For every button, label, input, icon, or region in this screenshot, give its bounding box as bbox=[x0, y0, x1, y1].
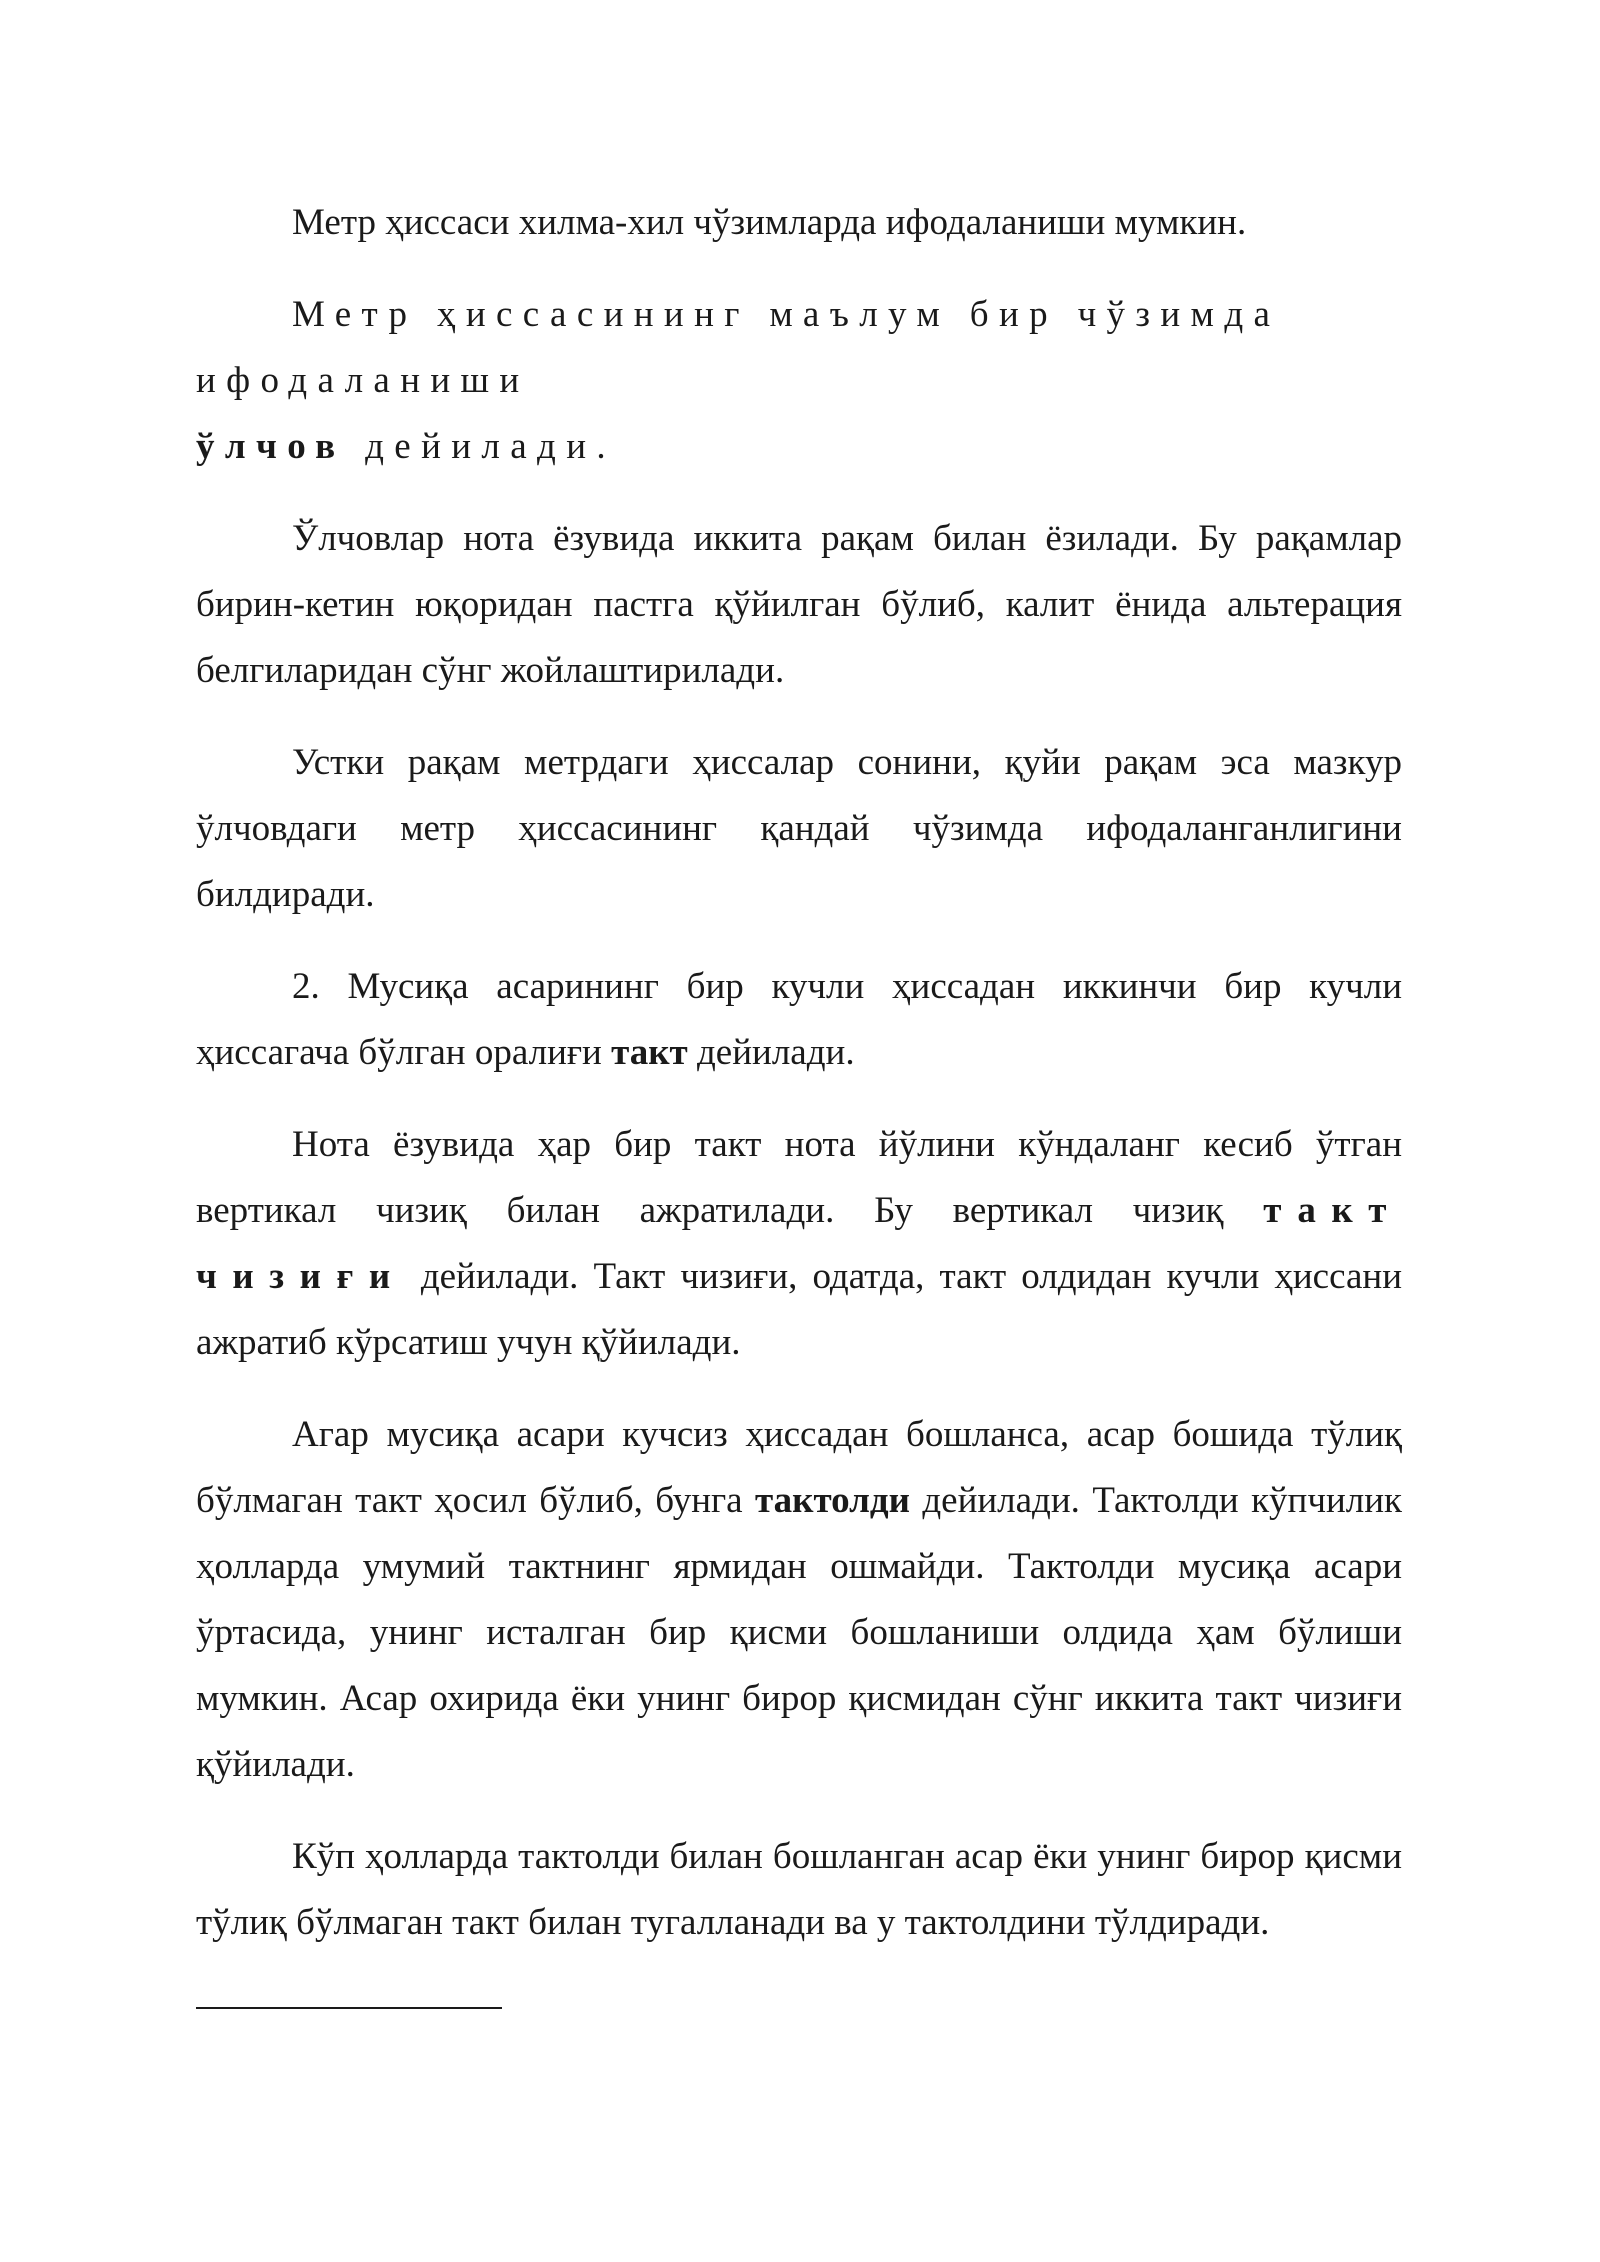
footnote-separator bbox=[196, 2007, 502, 2009]
paragraph-text: дейилади. bbox=[687, 1032, 855, 1073]
paragraph-text: Ўлчовлар нота ёзувида иккита рақам билан ёзилади. Бу рақамлар бирин-кетин юқоридан пастга қўйилган бўлиб, калит ёнида альтерация белгиларидан сўнг жойлаштирилади. bbox=[196, 518, 1402, 691]
paragraph-text: дейилади. bbox=[345, 426, 616, 467]
paragraph-text: дейилади. Такт чизиғи, одатда, такт олдидан кучли ҳиссани ажратиб кўрсатиш учун қўйилади. bbox=[196, 1256, 1402, 1363]
term-takt: такт bbox=[611, 1032, 688, 1073]
paragraph-text: 2. Мусиқа асарининг бир кучли ҳиссадан иккинчи бир кучли ҳиссагача бўлган оралиғи bbox=[196, 966, 1402, 1073]
paragraph-text: Устки рақам метрдаги ҳиссалар сонини, қуйи рақам эса мазкур ўлчовдаги метр ҳиссасининг қандай чўзимда ифодаланганлигини билдиради. bbox=[196, 742, 1402, 915]
term-olchov: ўлчов bbox=[196, 426, 346, 467]
paragraph-time-signature-notation bbox=[196, 506, 1402, 704]
paragraph-meter-duration bbox=[196, 190, 1402, 256]
paragraph-upper-lower-number bbox=[196, 730, 1402, 928]
document-body bbox=[196, 190, 1402, 1982]
paragraph-anacrusis bbox=[196, 1402, 1402, 1798]
term-taktoldi: тактолди bbox=[755, 1480, 910, 1521]
paragraph-text: Нота ёзувида ҳар бир такт нота йўлини кўндаланг кесиб ўтган вертикал чизиқ билан ажратилади. Бу вертикал чизиқ bbox=[196, 1124, 1402, 1231]
paragraph-bar-line bbox=[196, 1112, 1402, 1376]
paragraph-text: Метр ҳиссасининг маълум бир чўзимда ифодаланиши bbox=[196, 294, 1281, 401]
paragraph-measure-definition bbox=[196, 282, 1402, 480]
paragraph-bar-definition bbox=[196, 954, 1402, 1086]
paragraph-text: дейилади. Тактолди кўпчилик ҳолларда умумий тактнинг ярмидан ошмайди. Тактолди мусиқа асари ўртасида, унинг исталган бир қисми бошланиши олдида ҳам бўлиши мумкин. Асар охирида ёки унинг бирор қисмидан сўнг иккита такт чизиғи қўйилади. bbox=[196, 1480, 1403, 1785]
term-takt-chizigi: такт чизиғи bbox=[196, 1190, 1402, 1297]
paragraph-text: Агар мусиқа асари кучсиз ҳиссадан бошланса, асар бошида тўлиқ бўлмаган такт ҳосил бўлиб, бунга bbox=[196, 1414, 1402, 1521]
paragraph-text: Кўп ҳолларда тактолди билан бошланган асар ёки унинг бирор қисми тўлиқ бўлмаган такт билан тугалланади ва у тактолдини тўлдиради. bbox=[196, 1836, 1402, 1943]
paragraph-text: Метр ҳиссаси хилма-хил чўзимларда ифодаланиши мумкин. bbox=[292, 202, 1247, 243]
paragraph-incomplete-bar bbox=[196, 1824, 1402, 1956]
